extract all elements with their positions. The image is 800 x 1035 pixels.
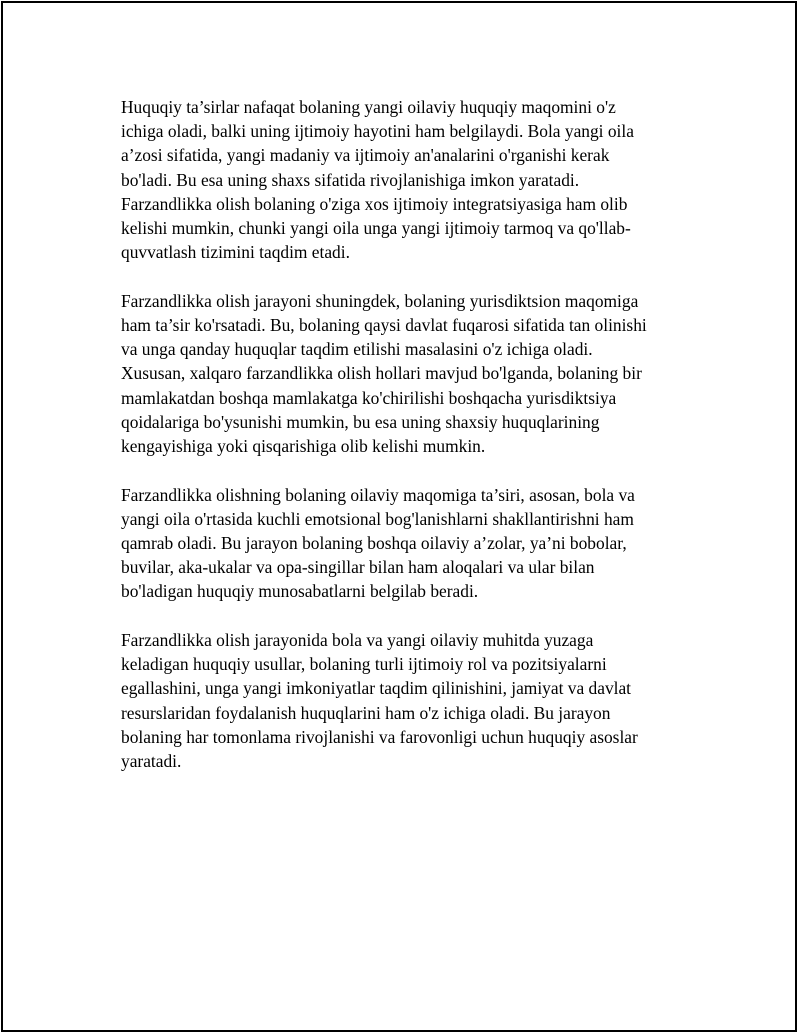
- document-body: [121, 95, 683, 798]
- paragraph-3: Farzandlikka olishning bolaning oilaviy maqomiga ta’siri, asosan, bola va yangi oila o'rtasida kuchli emotsional bog'lanishlarni shakllantirishni ham qamrab oladi. Bu jarayon bolaning boshqa oilaviy a’zolar, ya’ni bobolar, buvilar, aka-ukalar va opa-singillar bilan ham aloqalari va ular bilan bo'ladigan huquqiy munosabatlarni belgilab beradi.: [121, 484, 635, 602]
- page-frame: [1, 1, 797, 1032]
- paragraph-2: Farzandlikka olish jarayoni shuningdek, bolaning yurisdiktsion maqomiga ham ta’sir ko'rsatadi. Bu, bolaning qaysi davlat fuqarosi sifatida tan olinishi va unga qanday huquqlar taqdim etilishi masalasini o'z ichiga oladi. Xususan, xalqaro farzandlikka olish hollari mavjud bo'lganda, bolaning bir mamlakatdan boshqa mamlakatga ko'chirilishi boshqacha yurisdiktsiya qoidalariga bo'ysunishi mumkin, bu esa uning shaxsiy huquqlarining kengayishiga yoki qisqarishiga olib kelishi mumkin.: [121, 290, 647, 457]
- paragraph-4: Farzandlikka olish jarayonida bola va yangi oilaviy muhitda yuzaga keladigan huquqiy usullar, bolaning turli ijtimoiy rol va pozitsiyalarni egallashini, unga yangi imkoniyatlar taqdim qilinishini, jamiyat va davlat resurslaridan foydalanish huquqlarini ham o'z ichiga oladi. Bu jarayon bolaning har tomonlama rivojlanishi va farovonligi uchun huquqiy asoslar yaratadi.: [121, 630, 638, 772]
- paragraph-1: Huquqiy ta’sirlar nafaqat bolaning yangi oilaviy huquqiy maqomini o'z ichiga oladi, balki uning ijtimoiy hayotini ham belgilaydi. Bola yangi oila a’zosi sifatida, yangi madaniy va ijtimoiy an'analarini o'rganishi kerak bo'ladi. Bu esa uning shaxs sifatida rivojlanishiga imkon yaratadi. Farzandlikka olish bolaning o'ziga xos ijtimoiy integratsiyasiga ham olib kelishi mumkin, chunki yangi oila unga yangi ijtimoiy tarmoq va qo'llab- quvvatlash tizimini taqdim etadi.: [121, 97, 634, 263]
